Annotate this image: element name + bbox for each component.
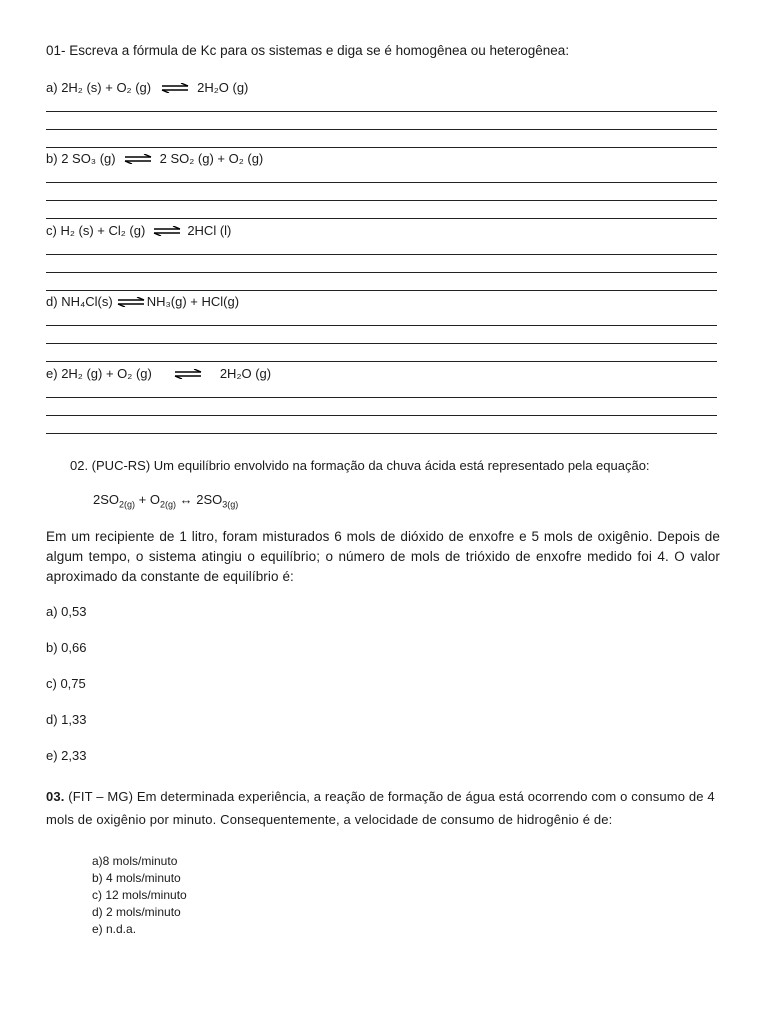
answer-line <box>46 397 717 398</box>
products: NH₃(g) + HCl(g) <box>146 294 240 309</box>
eq-text: ↔ 2SO <box>175 492 223 507</box>
answer-line <box>46 343 717 344</box>
reactants: 2H₂ (s) + O₂ (g) <box>61 80 152 95</box>
option-d: d) 2 mols/minuto <box>92 905 181 919</box>
products: 2 SO₂ (g) + O₂ (g) <box>159 151 264 166</box>
option-e: e) 2,33 <box>46 748 87 763</box>
option-b: b) 0,66 <box>46 640 87 655</box>
answer-line <box>46 129 717 130</box>
question-2-heading: 02. (PUC-RS) Um equilíbrio envolvido na formação da chuva ácida está representado pela equação: <box>70 458 650 473</box>
products: 2HCl (l) <box>187 223 232 238</box>
option-c: c) 12 mols/minuto <box>92 888 187 902</box>
equilibrium-arrow-icon <box>117 297 145 307</box>
equation-b <box>46 151 263 166</box>
answer-line <box>46 218 717 219</box>
products: 2H₂O (g) <box>197 80 249 95</box>
answer-line <box>46 147 717 148</box>
answer-line <box>46 272 717 273</box>
answer-line <box>46 182 717 183</box>
answer-line <box>46 254 717 255</box>
answer-line <box>46 290 717 291</box>
eq-subscript: 3(g) <box>222 499 239 510</box>
item-label: e) <box>46 366 58 381</box>
reactants: 2H₂ (g) + O₂ (g) <box>61 366 152 381</box>
equilibrium-arrow-icon <box>124 154 152 164</box>
equilibrium-arrow-icon <box>174 369 202 379</box>
option-a: a) 0,53 <box>46 604 87 619</box>
eq-subscript: 2(g) <box>159 499 176 510</box>
answer-line <box>46 415 717 416</box>
option-d: d) 1,33 <box>46 712 87 727</box>
equilibrium-arrow-icon <box>161 83 189 93</box>
answer-line <box>46 361 717 362</box>
equation-d <box>46 294 239 309</box>
eq-text: + O <box>135 492 160 507</box>
option-e: e) n.d.a. <box>92 922 137 936</box>
equation-c <box>46 223 231 238</box>
item-label: a) <box>46 80 58 95</box>
question-3-body <box>46 785 722 831</box>
question-3-text: (FIT – MG) Em determinada experiência, a reação de formação de água está ocorrendo com o consumo de 4 mols de oxigênio por minuto. Consequentemente, a velocidade de consumo de hidrogênio é de: <box>46 789 715 827</box>
answer-line <box>46 200 717 201</box>
reactants: H₂ (s) + Cl₂ (g) <box>60 223 146 238</box>
question-3-number: 03. <box>46 789 65 804</box>
item-label: b) <box>46 151 58 166</box>
answer-line <box>46 433 717 434</box>
question-2-equation <box>93 492 238 510</box>
eq-subscript: 2(g) <box>119 499 136 510</box>
option-b: b) 4 mols/minuto <box>92 871 181 885</box>
equation-a <box>46 80 248 95</box>
eq-text: 2SO <box>93 492 120 507</box>
question-2-body: Em um recipiente de 1 litro, foram misturados 6 mols de dióxido de enxofre e 5 mols de oxigênio. Depois de algum tempo, o sistema atingiu o equilíbrio; o número de mols de trióxido de enxofre medido foi 4. O valor aproximado da constante de equilíbrio é: <box>46 529 720 584</box>
reactants: 2 SO₃ (g) <box>61 151 116 166</box>
equation-e <box>46 366 271 381</box>
answer-line <box>46 111 717 112</box>
option-a: a)8 mols/minuto <box>92 854 178 868</box>
question-1-heading: 01- Escreva a fórmula de Kc para os sistemas e diga se é homogênea ou heterogênea: <box>46 43 570 58</box>
answer-line <box>46 325 717 326</box>
item-label: d) <box>46 294 58 309</box>
reactants: NH₄Cl(s) <box>61 294 113 309</box>
option-c: c) 0,75 <box>46 676 86 691</box>
item-label: c) <box>46 223 57 238</box>
equilibrium-arrow-icon <box>153 226 181 236</box>
products: 2H₂O (g) <box>219 366 272 381</box>
